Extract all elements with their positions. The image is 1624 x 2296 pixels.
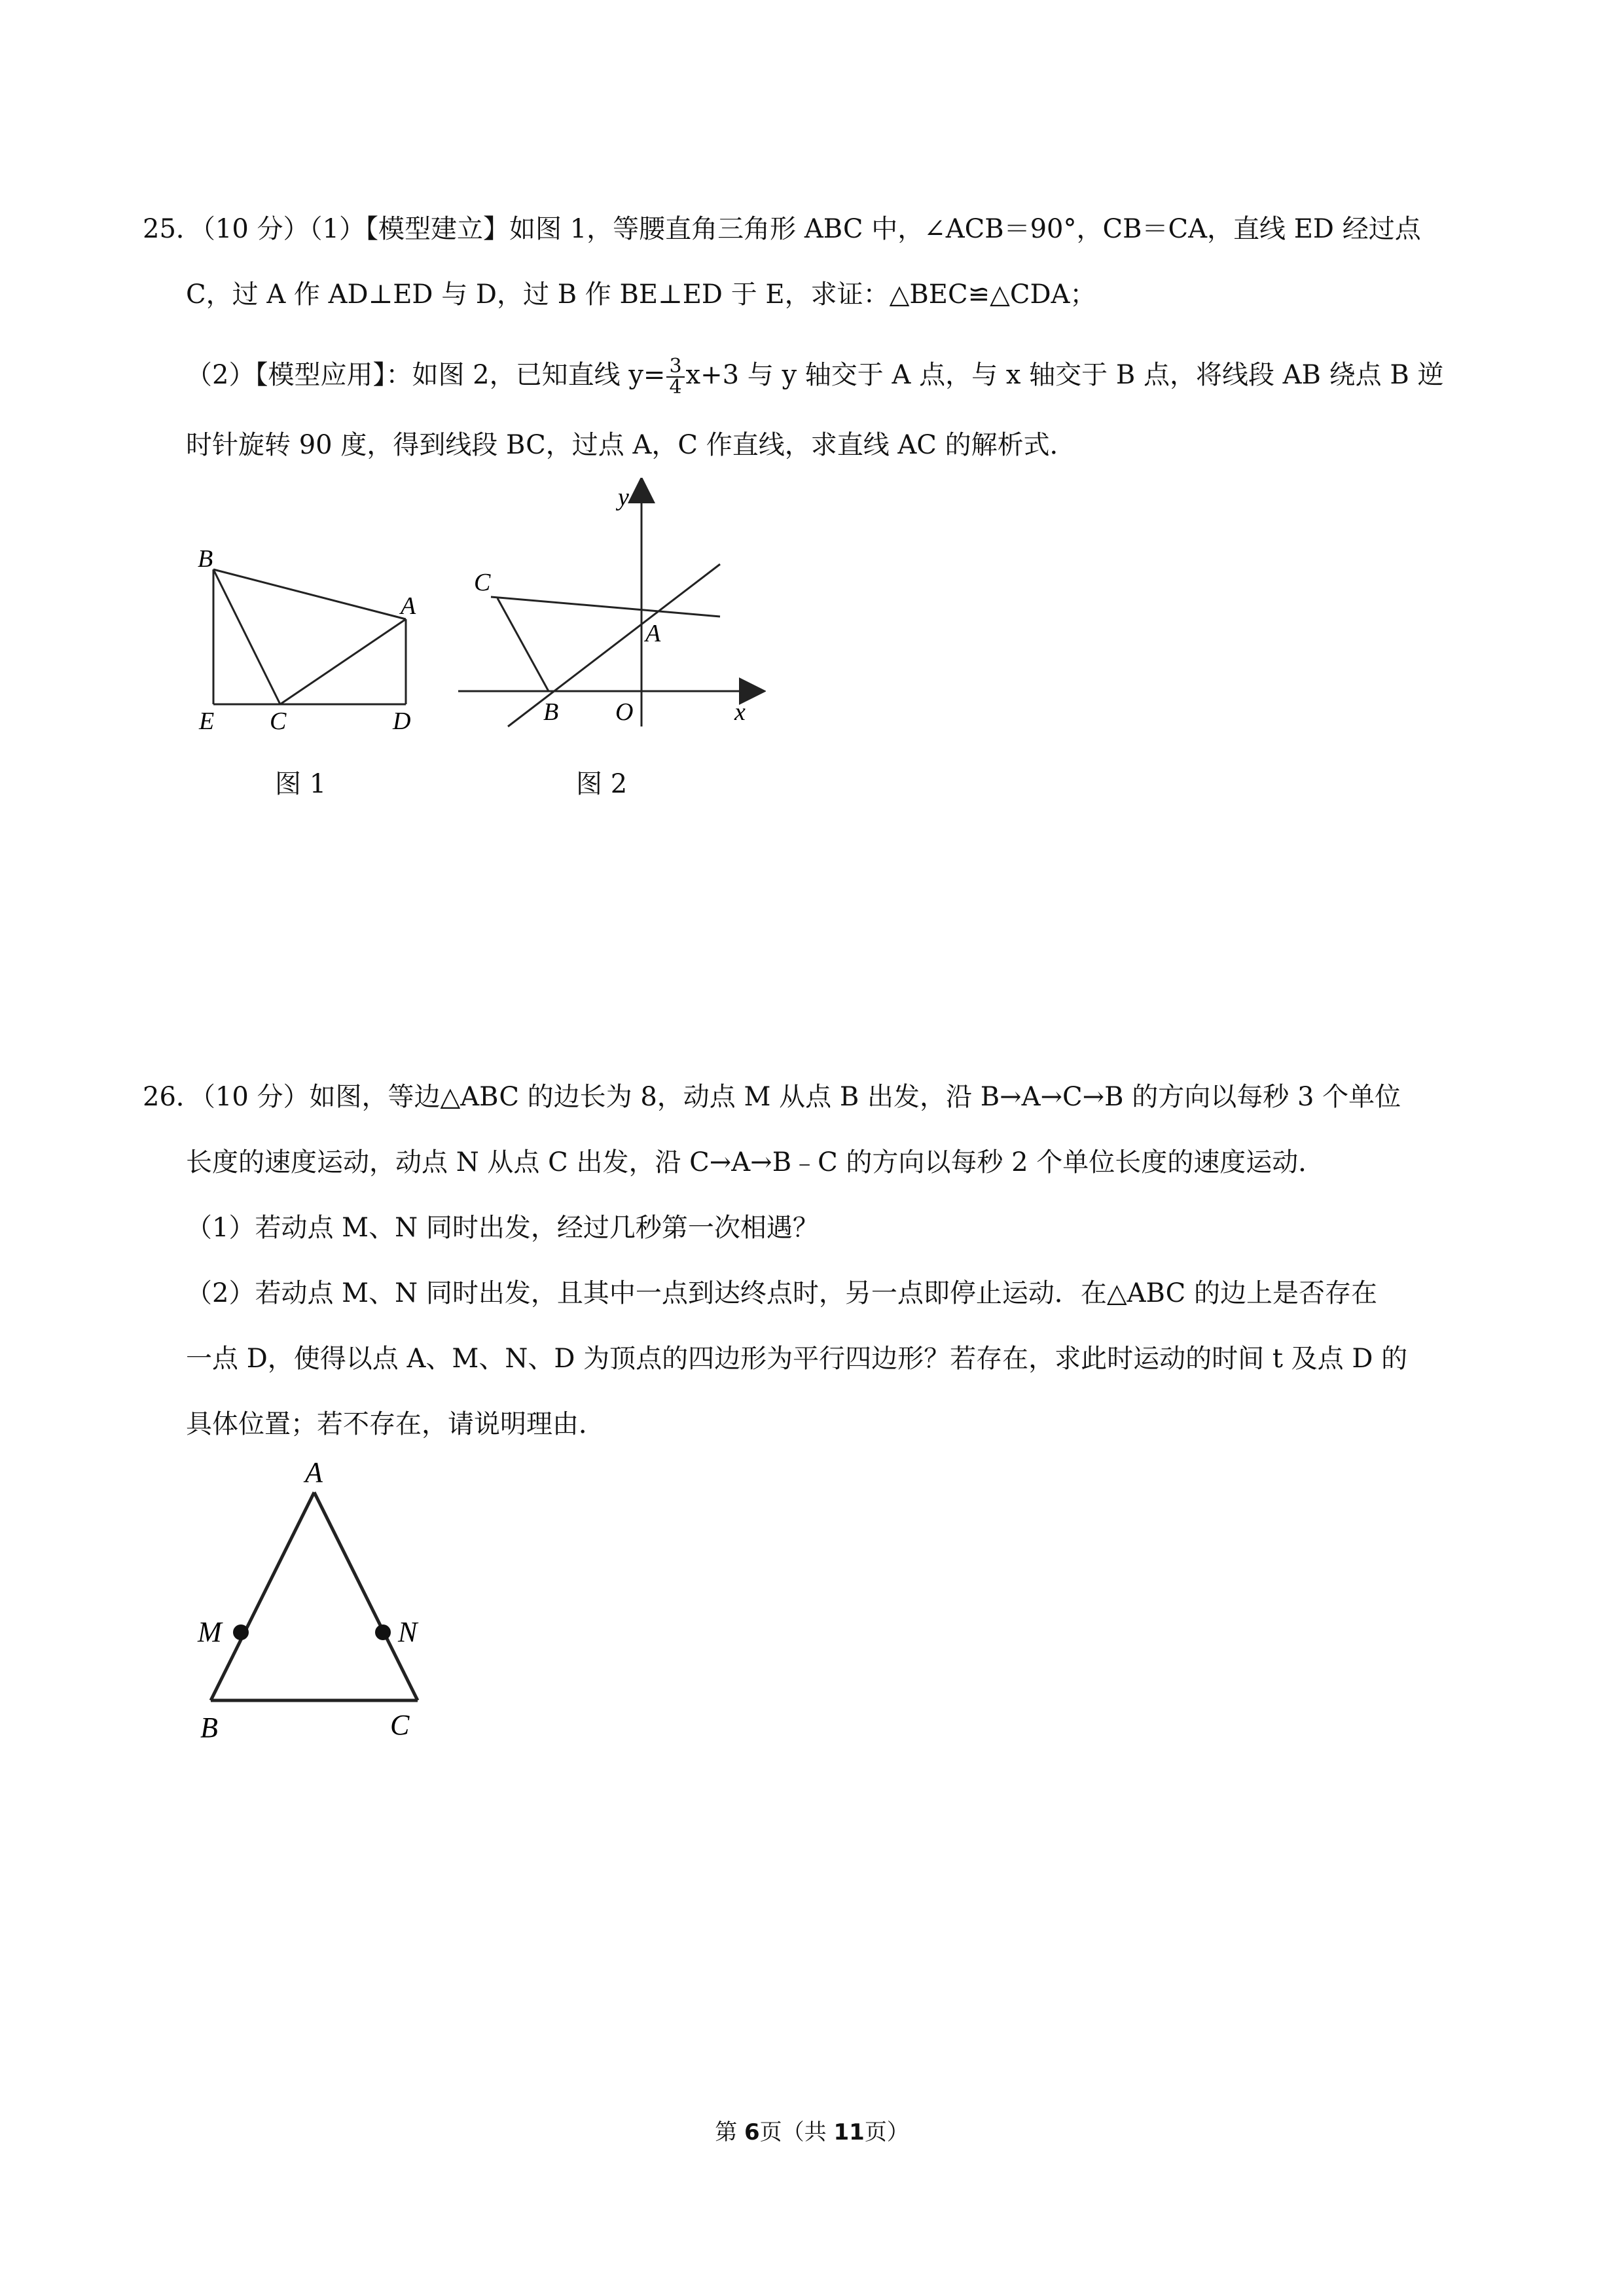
fig1-label-A: A: [401, 592, 416, 620]
fig1-label-C: C: [270, 708, 287, 733]
tri-edge-AC: [314, 1492, 418, 1700]
q26-number: 26: [143, 1082, 176, 1112]
fig2-label-A: A: [645, 620, 661, 647]
q25-part2-text-1b: x+3 与 y 轴交于 A 点，与 x 轴交于 B 点，将线段 AB 绕点 B 逆: [685, 360, 1444, 390]
fig2-segment-CB: [497, 598, 549, 691]
footer-page-number: 6: [744, 2119, 760, 2145]
q25-line-4: 时针旋转 90 度，得到线段 BC，过点 A，C 作直线，求直线 AC 的解析式．: [186, 430, 1076, 460]
fig2-label-O: O: [615, 698, 634, 726]
figure-2-caption: 图 2: [576, 769, 628, 799]
fig1-label-D: D: [393, 708, 411, 733]
tri-label-B: B: [200, 1712, 218, 1744]
fig1-edge-BC: [213, 569, 280, 704]
point-N: [375, 1624, 391, 1640]
figure-2-diagram: [452, 478, 766, 740]
q26-line-1: 26．（10 分）如图，等边△ABC 的边长为 8，动点 M 从点 B 出发，沿 B→A→C→B 的方向以每秒 3 个单位: [143, 1082, 1401, 1112]
q25-score: （10 分）: [202, 214, 310, 244]
figure-1: [190, 543, 425, 733]
q26-sub2-line-1: （2）若动点 M、N 同时出发，且其中一点到达终点时，另一点即停止运动．在△ABC 的边上是否存在: [186, 1278, 1377, 1308]
figure-2: [452, 478, 766, 740]
fig2-line-AB: [508, 564, 720, 726]
tri-edge-AB: [211, 1492, 314, 1700]
fraction-3-4: [666, 357, 684, 397]
fig2-line-CA: [491, 597, 720, 617]
q25-line-1: 25．（10 分）（1）【模型建立】如图 1，等腰直角三角形 ABC 中，∠ACB＝90°，CB＝CA，直线 ED 经过点: [143, 214, 1421, 244]
fraction-numerator: 3: [666, 357, 684, 378]
q26-sub2-line-2: 一点 D，使得以点 A、M、N、D 为顶点的四边形为平行四边形？若存在，求此时运动的时间 t 及点 D 的: [186, 1344, 1408, 1374]
tri-label-N: N: [398, 1616, 418, 1648]
footer-suffix: 页）: [864, 2119, 909, 2145]
q25-part2-text-1a: ：如图 2，已知直线 y=: [386, 360, 666, 390]
tri-label-M: M: [198, 1616, 222, 1648]
page-footer: [0, 2118, 1624, 2147]
fig1-label-B: B: [198, 545, 213, 573]
point-M: [233, 1624, 249, 1640]
q25-part1-text-1: 如图 1，等腰直角三角形 ABC 中，∠ACB＝90°，CB＝CA，直线 ED 经过点: [509, 214, 1421, 244]
tri-label-C: C: [390, 1709, 410, 1741]
fig2-label-C: C: [474, 569, 491, 596]
q25-line-2: C，过 A 作 AD⊥ED 与 D，过 B 作 BE⊥ED 于 E，求证：△BEC≌△CDA；: [186, 279, 1096, 310]
footer-total-pages: 11: [833, 2119, 865, 2145]
triangle-diagram: [190, 1453, 465, 1754]
footer-prefix: 第: [715, 2119, 744, 2145]
fig2-label-B: B: [543, 698, 559, 726]
q25-number: 25: [143, 214, 176, 244]
fig1-edge-CA: [280, 619, 406, 704]
fig1-label-E: E: [199, 708, 215, 733]
tri-label-A: A: [305, 1456, 323, 1488]
figure-1-caption: 图 1: [275, 769, 327, 799]
fig2-label-y: y: [618, 484, 629, 511]
q25-part2-label: （2）【模型应用】: [186, 360, 386, 390]
q26-text-1: 如图，等边△ABC 的边长为 8，动点 M 从点 B 出发，沿 B→A→C→B 的方向以每秒 3 个单位: [309, 1082, 1401, 1112]
q26-line-2: 长度的速度运动，动点 N 从点 C 出发，沿 C→A→B﹣C 的方向以每秒 2 个单位长度的速度运动．: [186, 1147, 1325, 1177]
q26-score: （10 分）: [202, 1082, 310, 1112]
q26-sub2-line-3: 具体位置；若不存在，请说明理由．: [186, 1409, 605, 1439]
figure-1-diagram: [190, 543, 425, 733]
fig1-edge-BA: [213, 569, 406, 619]
footer-middle: 页（共: [759, 2119, 834, 2145]
figure-triangle: [190, 1453, 465, 1754]
fraction-denominator: 4: [669, 376, 682, 399]
q26-sub1: （1）若动点 M、N 同时出发，经过几秒第一次相遇？: [186, 1213, 819, 1243]
q25-part1-label: （1）【模型建立】: [309, 214, 509, 244]
q25-line-3: [186, 352, 1443, 398]
fig2-label-x: x: [734, 698, 746, 726]
